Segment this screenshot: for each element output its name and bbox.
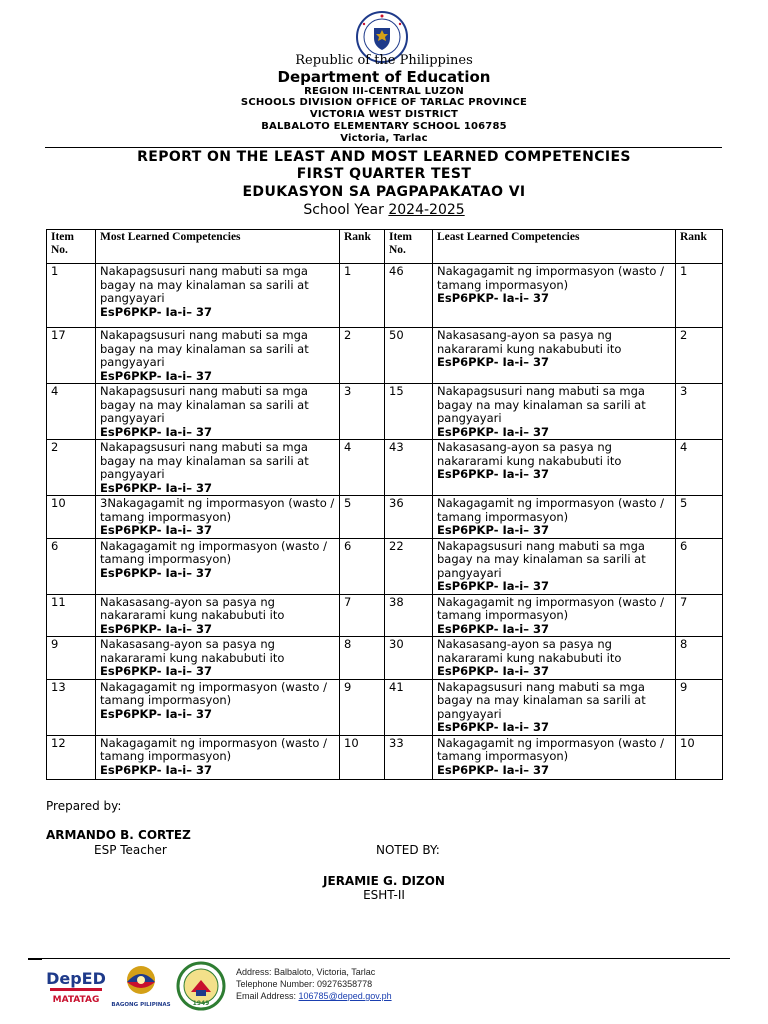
least-learned-cell xyxy=(433,735,676,779)
most-learned-cell xyxy=(96,328,340,384)
most-item-no-cell: 6 xyxy=(47,538,96,594)
table-row xyxy=(47,538,723,594)
least-learned-cell xyxy=(433,538,676,594)
most-item-no-cell: 9 xyxy=(47,637,96,680)
most-item-no-cell: 13 xyxy=(47,679,96,735)
most-item-no-cell: 17 xyxy=(47,328,96,384)
competency-code: EsP6PKP- Ia-i– 37 xyxy=(437,579,549,593)
least-item-no-cell: 30 xyxy=(385,637,433,680)
least-rank-cell: 3 xyxy=(676,384,723,440)
footer-email-line xyxy=(236,990,392,1002)
report-title: REPORT ON THE LEAST AND MOST LEARNED COMPETENCIES xyxy=(137,149,631,165)
most-rank-cell: 2 xyxy=(340,328,385,384)
most-rank-cell: 3 xyxy=(340,384,385,440)
competency-code: EsP6PKP- Ia-i– 37 xyxy=(100,706,212,721)
least-rank-cell: 10 xyxy=(676,735,723,779)
least-rank-cell: 2 xyxy=(676,328,723,384)
most-learned-cell xyxy=(96,264,340,328)
footer-dash xyxy=(28,958,42,960)
least-learned-cell xyxy=(433,264,676,328)
table-row xyxy=(47,384,723,440)
matatag-logo-text: MATATAG xyxy=(52,995,100,1005)
competency-description: Nakapagsusuri nang mabuti sa mga bagay na may kinalaman sa sarili at pangyayari xyxy=(437,679,646,721)
competency-description: Nakapagsusuri nang mabuti sa mga bagay na may kinalaman sa sarili at pangyayari xyxy=(437,538,646,580)
most-learned-cell xyxy=(96,594,340,637)
most-rank-cell: 10 xyxy=(340,735,385,779)
table-row xyxy=(47,637,723,680)
competency-description: Nakasasang-ayon sa pasya ng nakararami kung nakabubuti ito xyxy=(437,440,622,468)
least-item-no-cell: 50 xyxy=(385,328,433,384)
least-rank-cell: 5 xyxy=(676,496,723,539)
competency-description: Nakasasang-ayon sa pasya ng nakararami kung nakabubuti ito xyxy=(437,637,622,665)
competency-description: Nakagagamit ng impormasyon (wasto / tamang impormasyon) xyxy=(100,538,327,566)
subject-title: EDUKASYON SA PAGPAPAKATAO VI xyxy=(242,184,526,200)
table-header-row xyxy=(47,230,723,264)
least-learned-cell xyxy=(433,384,676,440)
most-item-no-cell: 12 xyxy=(47,735,96,779)
footer-email-link[interactable]: 106785@deped.gov.ph xyxy=(298,991,392,1001)
bagong-pilipinas-logo xyxy=(111,960,171,1010)
competency-description: Nakagagamit ng impormasyon (wasto / tamang impormasyon) xyxy=(437,594,664,622)
most-learned-cell xyxy=(96,637,340,680)
competency-description: Nakagagamit ng impormasyon (wasto / tamang impormasyon) xyxy=(100,735,327,763)
competency-description: Nakagagamit ng impormasyon (wasto / tamang impormasyon) xyxy=(100,679,327,707)
least-rank-cell: 4 xyxy=(676,440,723,496)
most-rank-cell: 4 xyxy=(340,440,385,496)
competency-code: EsP6PKP- Ia-i– 37 xyxy=(437,720,549,734)
least-learned-cell xyxy=(433,637,676,680)
most-learned-cell xyxy=(96,679,340,735)
competency-code: EsP6PKP- Ia-i– 37 xyxy=(100,762,212,777)
header-rank-2: Rank xyxy=(676,230,723,264)
competency-description: Nakapagsusuri nang mabuti sa mga bagay na may kinalaman sa sarili at pangyayari xyxy=(100,440,309,481)
preparer-role: ESP Teacher xyxy=(94,843,167,857)
table-row xyxy=(47,264,723,328)
header-rank-1: Rank xyxy=(340,230,385,264)
competency-description: Nakapagsusuri nang mabuti sa mga bagay na may kinalaman sa sarili at pangyayari xyxy=(100,384,309,425)
competency-code: EsP6PKP- Ia-i– 37 xyxy=(100,523,212,537)
competency-code: EsP6PKP- Ia-i– 37 xyxy=(100,304,212,319)
least-item-no-cell: 46 xyxy=(385,264,433,328)
report-subtitle: FIRST QUARTER TEST xyxy=(296,166,472,182)
district-heading: VICTORIA WEST DISTRICT xyxy=(309,109,459,120)
place-heading: Victoria, Tarlac xyxy=(340,133,428,144)
competency-code: EsP6PKP- Ia-i– 37 xyxy=(437,291,549,305)
bagong-pilipinas-text: BAGONG PILIPINAS xyxy=(111,1002,171,1008)
footer-telephone: Telephone Number: 09276358778 xyxy=(236,979,373,989)
header-divider xyxy=(45,147,722,148)
most-rank-cell: 9 xyxy=(340,679,385,735)
least-rank-cell: 7 xyxy=(676,594,723,637)
least-rank-cell: 6 xyxy=(676,538,723,594)
deped-logo-text: DepED xyxy=(46,969,106,988)
department-heading: Department of Education xyxy=(277,68,491,86)
least-learned-cell xyxy=(433,496,676,539)
noter-role: ESHT-II xyxy=(363,888,405,902)
least-learned-cell xyxy=(433,679,676,735)
header-item-no-2: Item No. xyxy=(385,230,433,264)
footer-contact xyxy=(236,966,392,1002)
footer-email-label: Email Address: xyxy=(236,991,299,1001)
division-heading: SCHOOLS DIVISION OFFICE OF TARLAC PROVINCE xyxy=(240,97,528,108)
noted-by-label: NOTED BY: xyxy=(376,843,440,857)
competency-code: EsP6PKP- Ia-i– 37 xyxy=(100,424,212,439)
table-row xyxy=(47,440,723,496)
least-rank-cell: 1 xyxy=(676,264,723,328)
table-row xyxy=(47,594,723,637)
competency-description: Nakagagamit ng impormasyon (wasto / tamang impormasyon) xyxy=(437,496,664,524)
table-row xyxy=(47,735,723,779)
most-item-no-cell: 11 xyxy=(47,594,96,637)
prepared-by-label: Prepared by: xyxy=(46,799,122,813)
competency-code: EsP6PKP- Ia-i– 37 xyxy=(100,565,212,580)
least-learned-cell xyxy=(433,594,676,637)
competency-code: EsP6PKP- Ia-i– 37 xyxy=(437,424,549,439)
deped-matatag-logo xyxy=(46,962,106,1008)
school-year-line xyxy=(0,202,768,218)
most-learned-cell xyxy=(96,440,340,496)
most-learned-cell xyxy=(96,384,340,440)
most-item-no-cell: 4 xyxy=(47,384,96,440)
header-least-learned: Least Learned Competencies xyxy=(433,230,676,264)
competencies-table xyxy=(46,229,723,780)
least-item-no-cell: 43 xyxy=(385,440,433,496)
footer-address: Address: Balbaloto, Victoria, Tarlac xyxy=(236,967,376,977)
competency-description: Nakapagsusuri nang mabuti sa mga bagay na may kinalaman sa sarili at pangyayari xyxy=(100,328,309,369)
least-rank-cell: 9 xyxy=(676,679,723,735)
competency-code: EsP6PKP- Ia-i– 37 xyxy=(100,664,212,678)
competency-code: EsP6PKP- Ia-i– 37 xyxy=(100,480,212,495)
competency-description: Nakasasang-ayon sa pasya ng nakararami kung nakabubuti ito xyxy=(437,328,622,356)
least-item-no-cell: 15 xyxy=(385,384,433,440)
header-item-no-1: Item No. xyxy=(47,230,96,264)
school-heading: BALBALOTO ELEMENTARY SCHOOL 106785 xyxy=(261,121,507,132)
competency-description: Nakapagsusuri nang mabuti sa mga bagay na may kinalaman sa sarili at pangyayari xyxy=(437,384,646,425)
competency-description: Nakasasang-ayon sa pasya ng nakararami kung nakabubuti ito xyxy=(100,637,285,665)
competency-code: EsP6PKP- Ia-i– 37 xyxy=(437,355,549,369)
most-learned-cell xyxy=(96,538,340,594)
most-learned-cell xyxy=(96,496,340,539)
most-item-no-cell: 10 xyxy=(47,496,96,539)
region-heading: REGION III-CENTRAL LUZON xyxy=(304,86,464,97)
most-item-no-cell: 1 xyxy=(47,264,96,328)
competency-description: 3Nakagagamit ng impormasyon (wasto / tamang impormasyon) xyxy=(100,496,335,524)
most-rank-cell: 7 xyxy=(340,594,385,637)
footer-divider xyxy=(42,958,730,959)
least-rank-cell: 8 xyxy=(676,637,723,680)
competency-code: EsP6PKP- Ia-i– 37 xyxy=(100,368,212,383)
competency-code: EsP6PKP- Ia-i– 37 xyxy=(100,621,212,636)
competency-code: EsP6PKP- Ia-i– 37 xyxy=(437,523,549,537)
most-rank-cell: 8 xyxy=(340,637,385,680)
competency-code: EsP6PKP- Ia-i– 37 xyxy=(437,467,549,481)
most-learned-cell xyxy=(96,735,340,779)
header-most-learned: Most Learned Competencies xyxy=(96,230,340,264)
least-item-no-cell: 36 xyxy=(385,496,433,539)
most-item-no-cell: 2 xyxy=(47,440,96,496)
competency-code: EsP6PKP- Ia-i– 37 xyxy=(437,664,549,678)
table-row xyxy=(47,496,723,539)
competency-code: EsP6PKP- Ia-i– 37 xyxy=(437,621,549,636)
school-year-label: School Year xyxy=(303,202,389,218)
table-row xyxy=(47,328,723,384)
least-item-no-cell: 38 xyxy=(385,594,433,637)
least-learned-cell xyxy=(433,328,676,384)
least-item-no-cell: 22 xyxy=(385,538,433,594)
competency-code: EsP6PKP- Ia-i– 37 xyxy=(437,762,549,777)
preparer-name: ARMANDO B. CORTEZ xyxy=(46,828,191,842)
most-rank-cell: 6 xyxy=(340,538,385,594)
competency-description: Nakasasang-ayon sa pasya ng nakararami kung nakabubuti ito xyxy=(100,594,285,622)
least-item-no-cell: 41 xyxy=(385,679,433,735)
republic-heading: Republic of the Philippines xyxy=(295,53,473,68)
most-rank-cell: 5 xyxy=(340,496,385,539)
school-seal-year: 1949 xyxy=(192,1000,210,1007)
most-rank-cell: 1 xyxy=(340,264,385,328)
noter-name: JERAMIE G. DIZON xyxy=(323,874,445,888)
competency-description: Nakagagamit ng impormasyon (wasto / tamang impormasyon) xyxy=(437,735,664,763)
table-row xyxy=(47,679,723,735)
school-seal-logo xyxy=(176,960,226,1012)
competency-description: Nakagagamit ng impormasyon (wasto / tamang impormasyon) xyxy=(437,264,664,292)
competency-description: Nakapagsusuri nang mabuti sa mga bagay na may kinalaman sa sarili at pangyayari xyxy=(100,264,309,305)
school-year-value: 2024-2025 xyxy=(388,202,465,218)
least-item-no-cell: 33 xyxy=(385,735,433,779)
least-learned-cell xyxy=(433,440,676,496)
